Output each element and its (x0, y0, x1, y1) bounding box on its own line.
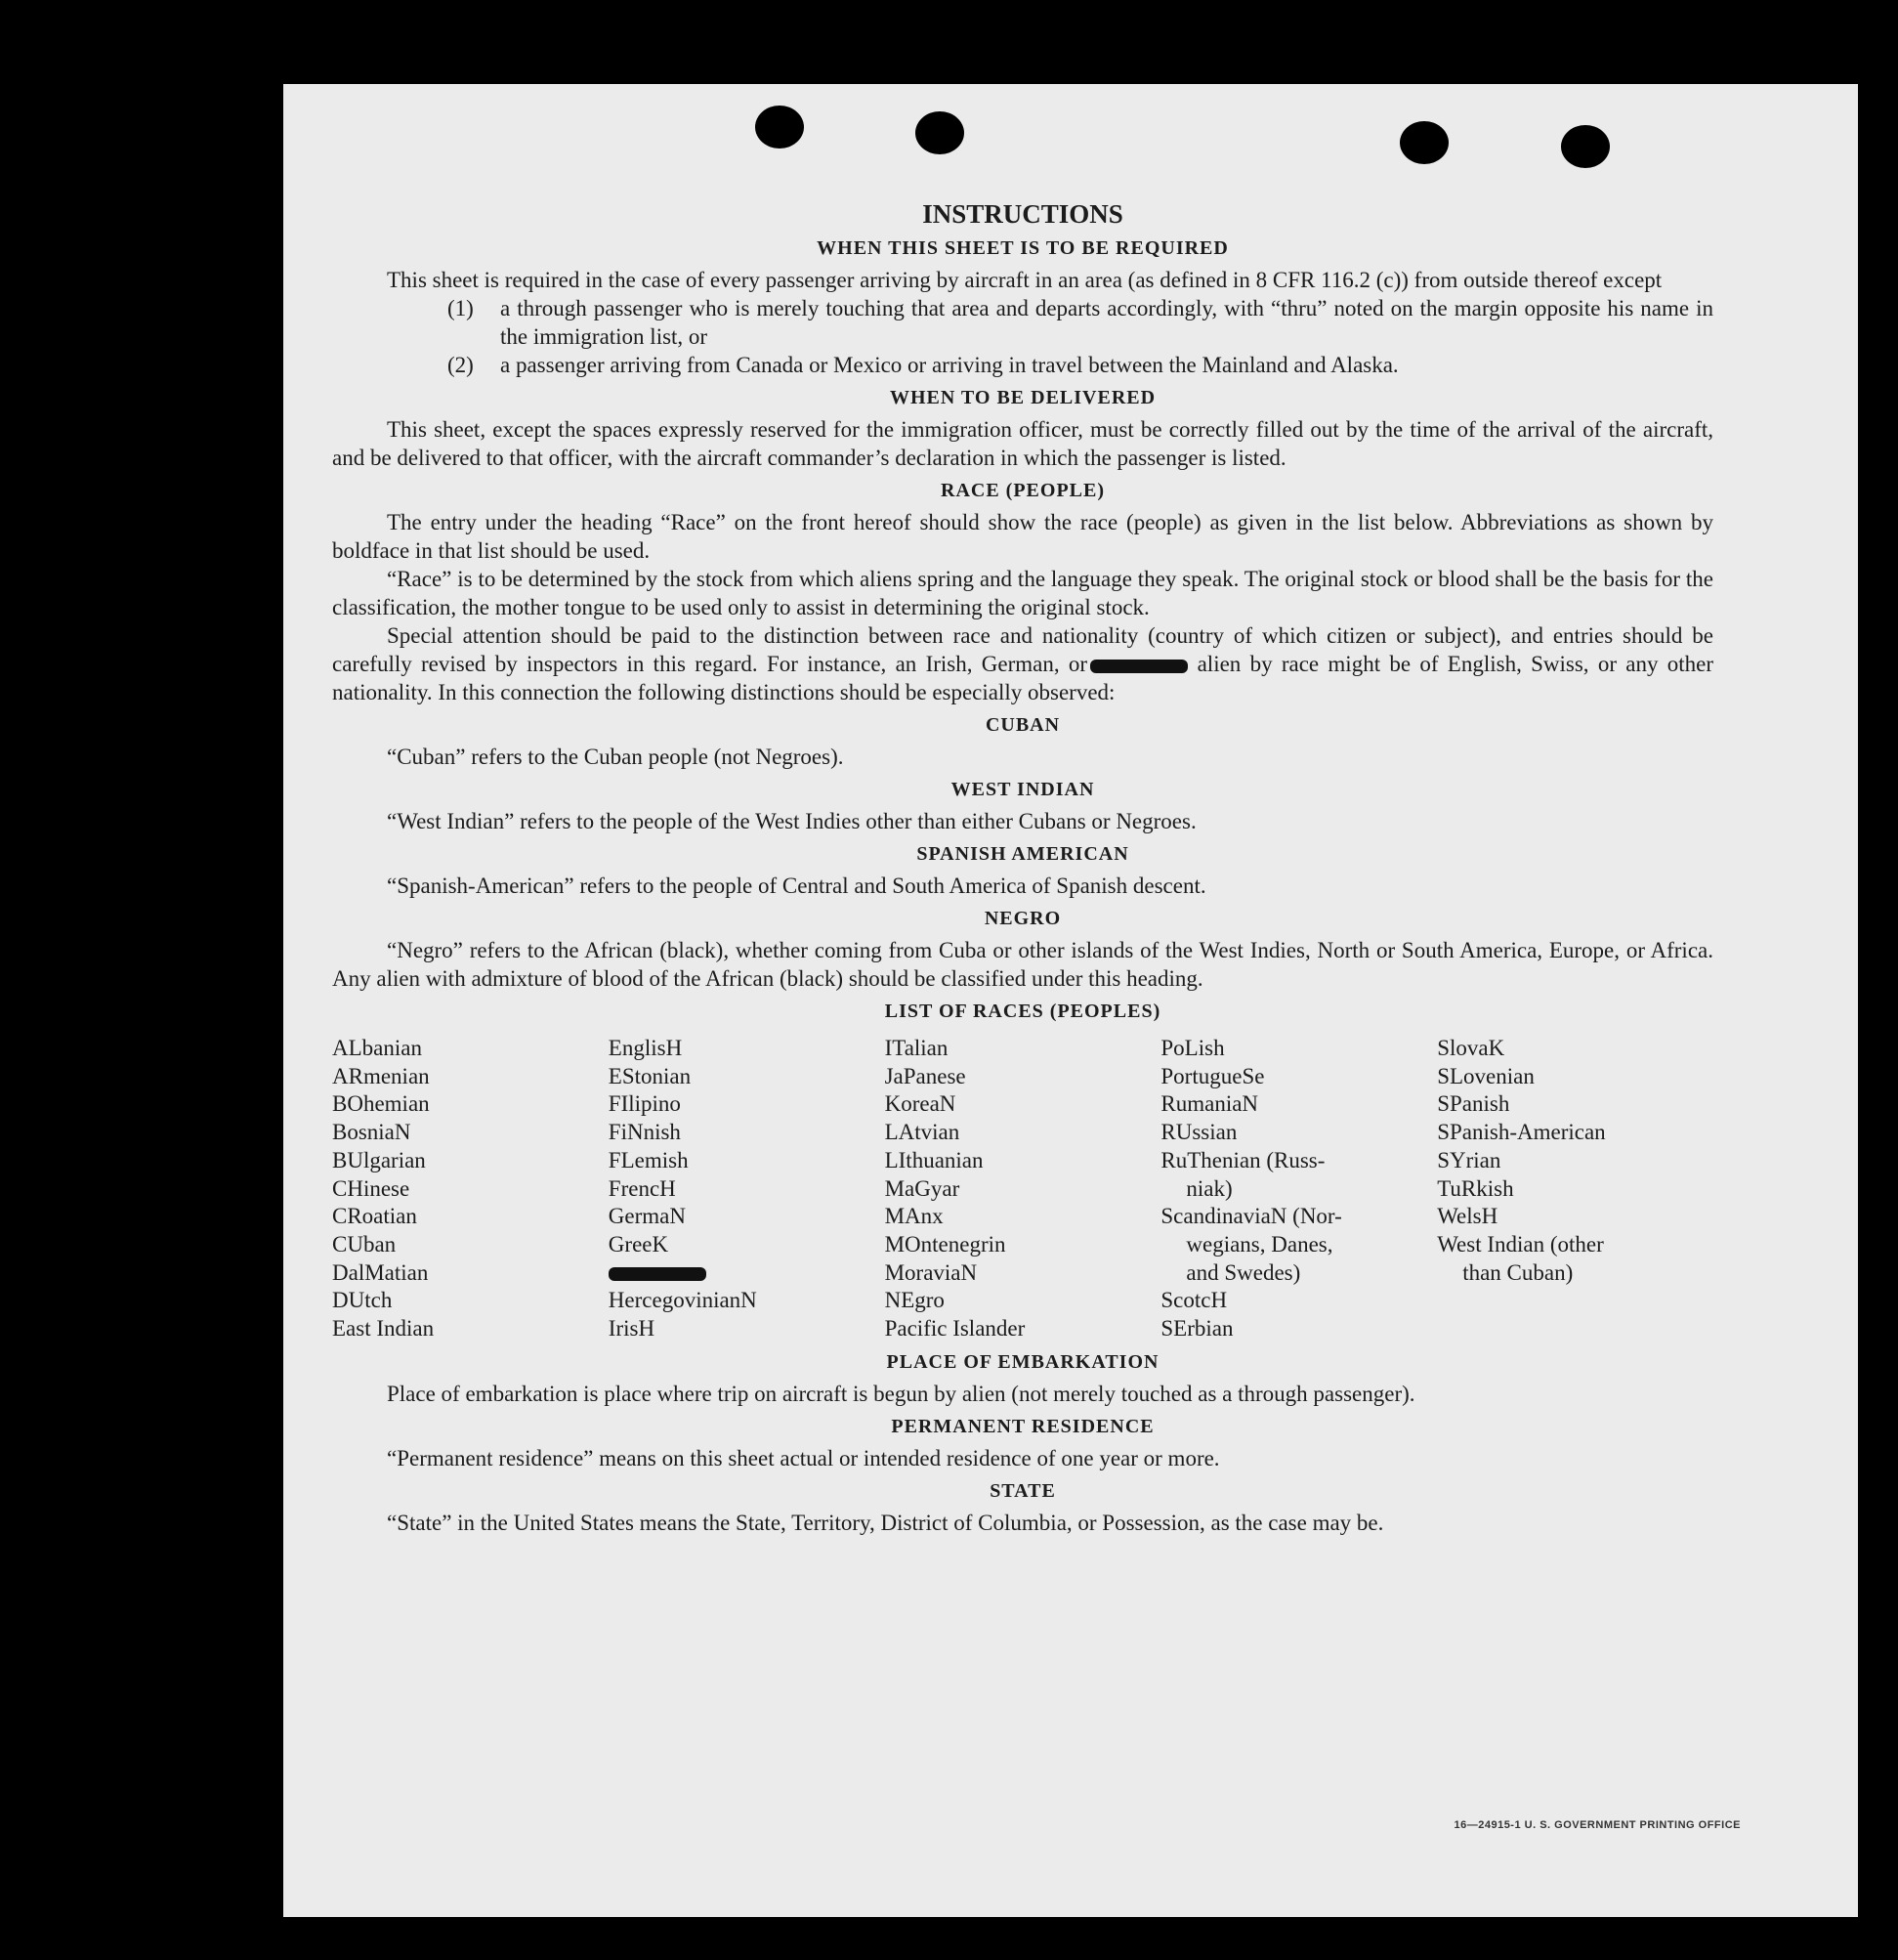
race-item: FLemish (608, 1147, 689, 1172)
race-column (1160, 1035, 1437, 1343)
paragraph-delivered: This sheet, except the spaces expressly reserved for the immigration officer, must be correctly filled out by the time of the arrival of the aircraft, and be delivered to that officer, with the aircraft commander’s declaration in which the passenger is listed. (332, 417, 1713, 470)
race-item: DalMatian (332, 1259, 429, 1285)
race-item: ScotcH (1160, 1288, 1228, 1313)
item-text: a passenger arriving from Canada or Mexico or arriving in travel between the Mainland and Alaska. (500, 353, 1399, 377)
heading-spanish-american: SPANISH AMERICAN (916, 843, 1129, 865)
race-item: BosniaN (332, 1120, 411, 1145)
paragraph-negro: “Negro” refers to the African (black), whether coming from Cuba or other islands of the West Indies, North or South America, Europe, or Africa. Any alien with admixture of blood of the African (black) should be classified under this heading. (332, 938, 1713, 991)
race-item: ARmenian (332, 1063, 430, 1088)
race-item: LIthuanian (884, 1147, 984, 1172)
document-sheet (283, 84, 1858, 1917)
race-item: IrisH (608, 1316, 655, 1342)
race-item: West Indian (other (1437, 1231, 1604, 1257)
paragraph-state: “State” in the United States means the State, Territory, District of Columbia, or Possession, as the case may be. (387, 1510, 1384, 1535)
race-item: SPanish (1437, 1091, 1510, 1117)
heading-required: WHEN THIS SHEET IS TO BE REQUIRED (817, 237, 1229, 259)
heading-state: STATE (990, 1479, 1056, 1502)
heading-west-indian: WEST INDIAN (950, 779, 1095, 800)
race-item: ALbanian (332, 1036, 422, 1060)
redaction-mark (1090, 660, 1188, 673)
heading-cuban: CUBAN (985, 714, 1061, 736)
race-column (885, 1035, 1161, 1343)
race-item: PortugueSe (1160, 1063, 1265, 1088)
race-item: BUlgarian (332, 1147, 426, 1172)
race-item: RumaniaN (1160, 1091, 1259, 1117)
race-list (332, 1035, 1713, 1343)
race-item: KoreaN (884, 1091, 956, 1117)
race-item: SlovaK (1437, 1036, 1505, 1060)
race-item: ITalian (884, 1036, 949, 1060)
paragraph-residence: “Permanent residence” means on this sheet actual or intended residence of one year or more. (387, 1445, 1220, 1470)
race-item: GreeK (608, 1231, 669, 1257)
race-item: East Indian (332, 1316, 435, 1342)
race-item: Pacific Islander (884, 1316, 1026, 1342)
page-title: INSTRUCTIONS (922, 199, 1123, 229)
race-item: CUban (332, 1231, 397, 1257)
race-item: MoraviaN (884, 1259, 978, 1285)
race-item: CRoatian (332, 1204, 417, 1229)
race-item: SErbian (1160, 1316, 1234, 1342)
race-item: EStonian (608, 1063, 692, 1088)
heading-embarkation: PLACE OF EMBARKATION (886, 1350, 1160, 1373)
race-item: RUssian (1160, 1120, 1238, 1145)
race-item: DUtch (332, 1288, 393, 1313)
race-item: SLovenian (1437, 1063, 1535, 1088)
punch-hole (755, 106, 804, 149)
race-item: wegians, Danes, (1186, 1231, 1333, 1257)
punch-hole (915, 111, 964, 154)
heading-delivered: WHEN TO BE DELIVERED (889, 387, 1157, 408)
paragraph-race-1: The entry under the heading “Race” on the front hereof should show the race (people) as given in the list below. Abbreviations as shown by boldface in that list should be used. (332, 510, 1713, 563)
race-item: niak) (1186, 1175, 1233, 1201)
paragraph-race-3b: alien by race might be of English, Swiss, or any other nationality. In this connection the following distinctions should be especially observed: (332, 652, 1714, 704)
race-item: FIlipino (608, 1091, 681, 1117)
race-item: EnglisH (608, 1036, 683, 1060)
paragraph-required: This sheet is required in the case of every passenger arriving by aircraft in an area (as defined in 8 CFR 116.2 (c)) from outside thereof except (387, 268, 1663, 292)
race-item: FiNnish (608, 1120, 681, 1145)
race-item: BOhemian (332, 1091, 430, 1117)
race-column (1437, 1035, 1713, 1343)
exception-item (332, 294, 1713, 351)
race-item: than Cuban) (1462, 1259, 1574, 1285)
item-number: (2) (447, 353, 474, 377)
race-item: FrencH (608, 1175, 676, 1201)
redaction-mark (609, 1267, 706, 1281)
race-item: MaGyar (884, 1175, 960, 1201)
race-item: CHinese (332, 1175, 410, 1201)
paragraph-embarkation: Place of embarkation is place where trip on aircraft is begun by alien (not merely touched as a through passenger). (387, 1381, 1415, 1406)
race-item: PoLish (1160, 1036, 1225, 1060)
heading-negro: NEGRO (984, 908, 1062, 929)
race-column (609, 1035, 885, 1343)
paragraph-spanish-american: “Spanish-American” refers to the people of Central and South America of Spanish descent. (387, 873, 1206, 898)
race-item: LAtvian (884, 1120, 960, 1145)
paragraph-west-indian: “West Indian” refers to the people of the West Indies other than either Cubans or Negroes. (387, 809, 1197, 833)
race-item: NEgro (884, 1288, 945, 1313)
race-column (332, 1035, 609, 1343)
heading-residence: PERMANENT RESIDENCE (891, 1415, 1155, 1437)
paragraph-race-3 (332, 621, 1713, 706)
paragraph-cuban: “Cuban” refers to the Cuban people (not Negroes). (387, 745, 844, 769)
race-item-struck (609, 1259, 885, 1288)
race-item: SPanish-American (1437, 1120, 1606, 1145)
race-item: WelsH (1437, 1204, 1498, 1229)
race-item: TuRkish (1437, 1175, 1514, 1201)
race-item: MOntenegrin (884, 1231, 1006, 1257)
heading-list-of-races: LIST OF RACES (PEOPLES) (884, 1001, 1161, 1022)
paragraph-race-3a: Special attention should be paid to the distinction between race and nationality (country of which citizen or subject), and entries should be carefully revised by inspectors in this regard. For instance, an Irish, German, or (332, 623, 1713, 676)
punch-hole (1400, 121, 1449, 164)
item-number: (1) (447, 296, 474, 320)
item-text: a through passenger who is merely touching that area and departs accordingly, with “thru” noted on the margin opposite his name in the immigration list, or (500, 296, 1713, 349)
race-item: SYrian (1437, 1147, 1501, 1172)
race-item: ScandinaviaN (Nor- (1160, 1204, 1342, 1229)
punch-hole (1561, 125, 1610, 168)
exception-item (332, 351, 1713, 379)
race-item: GermaN (608, 1204, 686, 1229)
race-item: JaPanese (884, 1063, 966, 1088)
document-body (332, 199, 1713, 1537)
race-item: and Swedes) (1186, 1259, 1301, 1285)
race-item: RuThenian (Russ- (1160, 1147, 1326, 1172)
heading-race: RACE (PEOPLE) (941, 480, 1105, 501)
paragraph-race-2: “Race” is to be determined by the stock from which aliens spring and the language they speak. The original stock or blood shall be the basis for the classification, the mother tongue to be used only to assist in determining the original stock. (332, 567, 1713, 619)
race-item: HercegovinianN (608, 1288, 757, 1313)
race-item: MAnx (884, 1204, 944, 1229)
form-number: 16—24915-1 U. S. GOVERNMENT PRINTING OFFICE (1454, 1819, 1741, 1831)
